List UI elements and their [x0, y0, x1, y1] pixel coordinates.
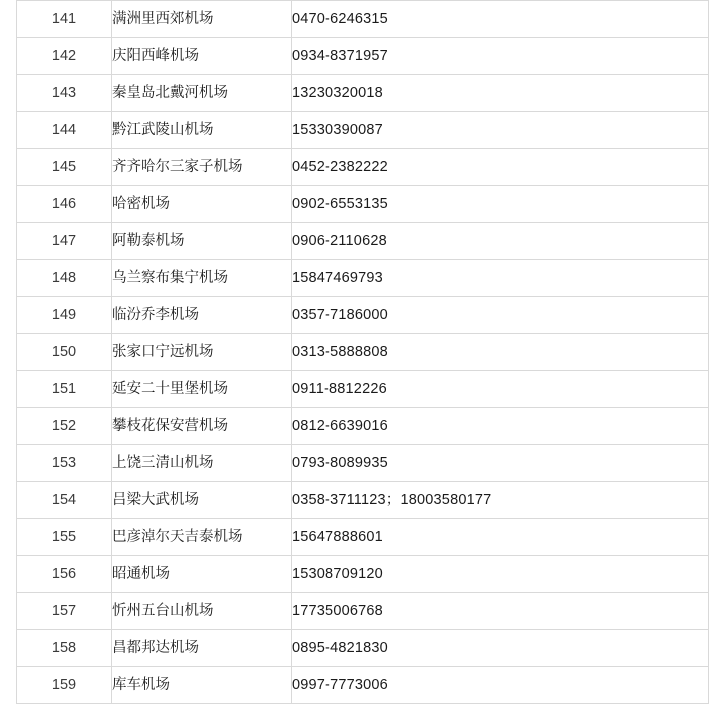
- row-airport-name: 攀枝花保安营机场: [112, 408, 292, 445]
- row-phone: 0902-6553135: [292, 186, 709, 223]
- table-row: [17, 371, 709, 408]
- row-airport-name: 黔江武陵山机场: [112, 112, 292, 149]
- row-phone: 0997-7773006: [292, 667, 709, 704]
- table-row: [17, 149, 709, 186]
- row-phone: 0934-8371957: [292, 38, 709, 75]
- row-index: 141: [17, 1, 112, 38]
- row-phone: 0911-8812226: [292, 371, 709, 408]
- row-airport-name: 张家口宁远机场: [112, 334, 292, 371]
- table-row: [17, 75, 709, 112]
- row-airport-name: 库车机场: [112, 667, 292, 704]
- table-row: [17, 223, 709, 260]
- row-index: 154: [17, 482, 112, 519]
- table-row: [17, 556, 709, 593]
- table-row: [17, 667, 709, 704]
- row-airport-name: 满洲里西郊机场: [112, 1, 292, 38]
- row-index: 152: [17, 408, 112, 445]
- row-index: 159: [17, 667, 112, 704]
- row-phone: 15330390087: [292, 112, 709, 149]
- table-row: [17, 519, 709, 556]
- table-row: [17, 186, 709, 223]
- row-airport-name: 齐齐哈尔三家子机场: [112, 149, 292, 186]
- row-phone: 0357-7186000: [292, 297, 709, 334]
- table-row: [17, 334, 709, 371]
- table-row: [17, 260, 709, 297]
- table-body: [17, 1, 709, 704]
- row-index: 153: [17, 445, 112, 482]
- table-row: [17, 593, 709, 630]
- table-row: [17, 112, 709, 149]
- table-row: [17, 408, 709, 445]
- table-row: [17, 38, 709, 75]
- table-row: [17, 1, 709, 38]
- row-airport-name: 秦皇岛北戴河机场: [112, 75, 292, 112]
- row-phone: 13230320018: [292, 75, 709, 112]
- row-airport-name: 延安二十里堡机场: [112, 371, 292, 408]
- row-phone: 0793-8089935: [292, 445, 709, 482]
- row-index: 146: [17, 186, 112, 223]
- row-phone: 0812-6639016: [292, 408, 709, 445]
- row-airport-name: 临汾乔李机场: [112, 297, 292, 334]
- row-index: 149: [17, 297, 112, 334]
- row-phone: 0358-3711123；18003580177: [292, 482, 709, 519]
- row-phone: 0452-2382222: [292, 149, 709, 186]
- row-index: 158: [17, 630, 112, 667]
- row-index: 143: [17, 75, 112, 112]
- row-airport-name: 庆阳西峰机场: [112, 38, 292, 75]
- row-index: 145: [17, 149, 112, 186]
- airport-contact-table: [16, 0, 709, 704]
- row-index: 148: [17, 260, 112, 297]
- table-row: [17, 482, 709, 519]
- row-phone: 0470-6246315: [292, 1, 709, 38]
- row-index: 142: [17, 38, 112, 75]
- row-airport-name: 昭通机场: [112, 556, 292, 593]
- row-index: 150: [17, 334, 112, 371]
- table-row: [17, 297, 709, 334]
- row-index: 147: [17, 223, 112, 260]
- row-airport-name: 吕梁大武机场: [112, 482, 292, 519]
- row-airport-name: 上饶三清山机场: [112, 445, 292, 482]
- row-index: 155: [17, 519, 112, 556]
- row-index: 144: [17, 112, 112, 149]
- row-airport-name: 忻州五台山机场: [112, 593, 292, 630]
- table-row: [17, 630, 709, 667]
- row-phone: 15847469793: [292, 260, 709, 297]
- row-index: 151: [17, 371, 112, 408]
- row-phone: 0313-5888808: [292, 334, 709, 371]
- row-phone: 15647888601: [292, 519, 709, 556]
- row-phone: 15308709120: [292, 556, 709, 593]
- row-index: 156: [17, 556, 112, 593]
- row-phone: 0906-2110628: [292, 223, 709, 260]
- row-index: 157: [17, 593, 112, 630]
- row-airport-name: 阿勒泰机场: [112, 223, 292, 260]
- row-airport-name: 乌兰察布集宁机场: [112, 260, 292, 297]
- row-airport-name: 昌都邦达机场: [112, 630, 292, 667]
- row-phone: 0895-4821830: [292, 630, 709, 667]
- table-row: [17, 445, 709, 482]
- row-airport-name: 哈密机场: [112, 186, 292, 223]
- row-phone: 17735006768: [292, 593, 709, 630]
- row-airport-name: 巴彦淖尔天吉泰机场: [112, 519, 292, 556]
